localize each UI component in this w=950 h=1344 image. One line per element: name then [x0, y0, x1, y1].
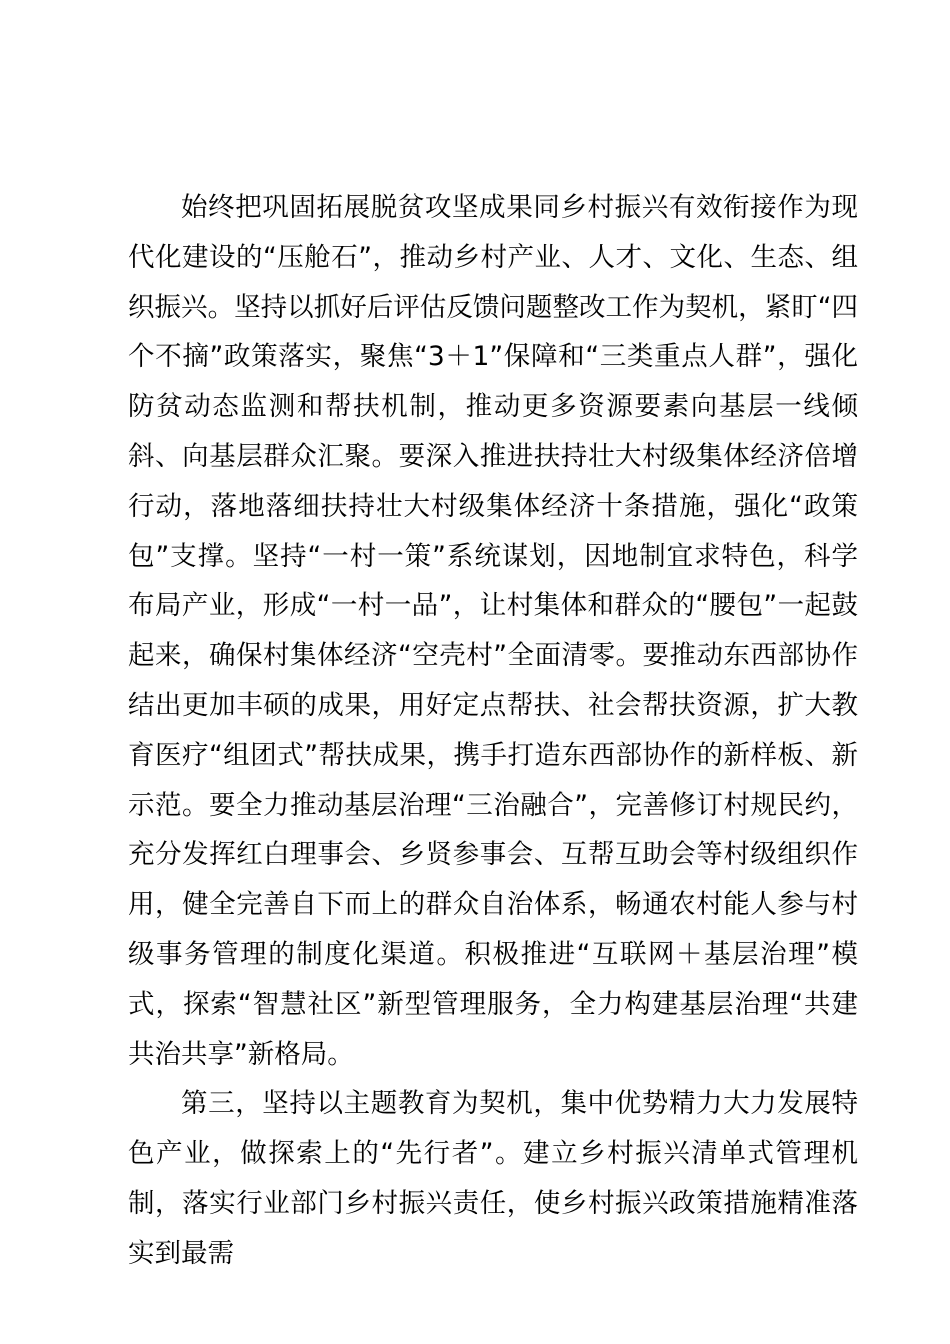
paragraph-1: 始终把巩固拓展脱贫攻坚成果同乡村振兴有效衔接作为现代化建设的“压舱石”，推动乡村产业、人才、文化、生态、组织振兴。坚持以抓好后评估反馈问题整改工作为契机，紧盯“四个不摘”政策落实，聚焦“3＋1”保障和“三类重点人群”，强化防贫动态监测和帮扶机制，推动更多资源要素向基层一线倾斜、向基层群众汇聚。要深入推进扶持壮大村级集体经济倍增行动，落地落细扶持壮大村级集体经济十条措施，强化“政策包”支撑。坚持“一村一策”系统谋划，因地制宜求特色，科学布局产业，形成“一村一品”，让村集体和群众的“腰包”一起鼓起来，确保村集体经济“空壳村”全面清零。要推动东西部协作结出更加丰硕的成果，用好定点帮扶、社会帮扶资源，扩大教育医疗“组团式”帮扶成果，携手打造东西部协作的新样板、新示范。要全力推动基层治理“三治融合”，完善修订村规民约，充分发挥红白理事会、乡贤参事会、互帮互助会等村级组织作用，健全完善自下而上的群众自治体系，畅通农村能人参与村级事务管理的制度化渠道。积极推进“互联网＋基层治理”模式，探索“智慧社区”新型管理服务，全力构建基层治理“共建共治共享”新格局。 — [128, 192, 858, 1070]
paragraph-2: 第三，坚持以主题教育为契机，集中优势精力大力发展特色产业，做探索上的“先行者”。建立乡村振兴清单式管理机制，落实行业部门乡村振兴责任，使乡村振兴政策措施精准落实到最需 — [128, 1088, 858, 1269]
document-body — [128, 183, 858, 1279]
